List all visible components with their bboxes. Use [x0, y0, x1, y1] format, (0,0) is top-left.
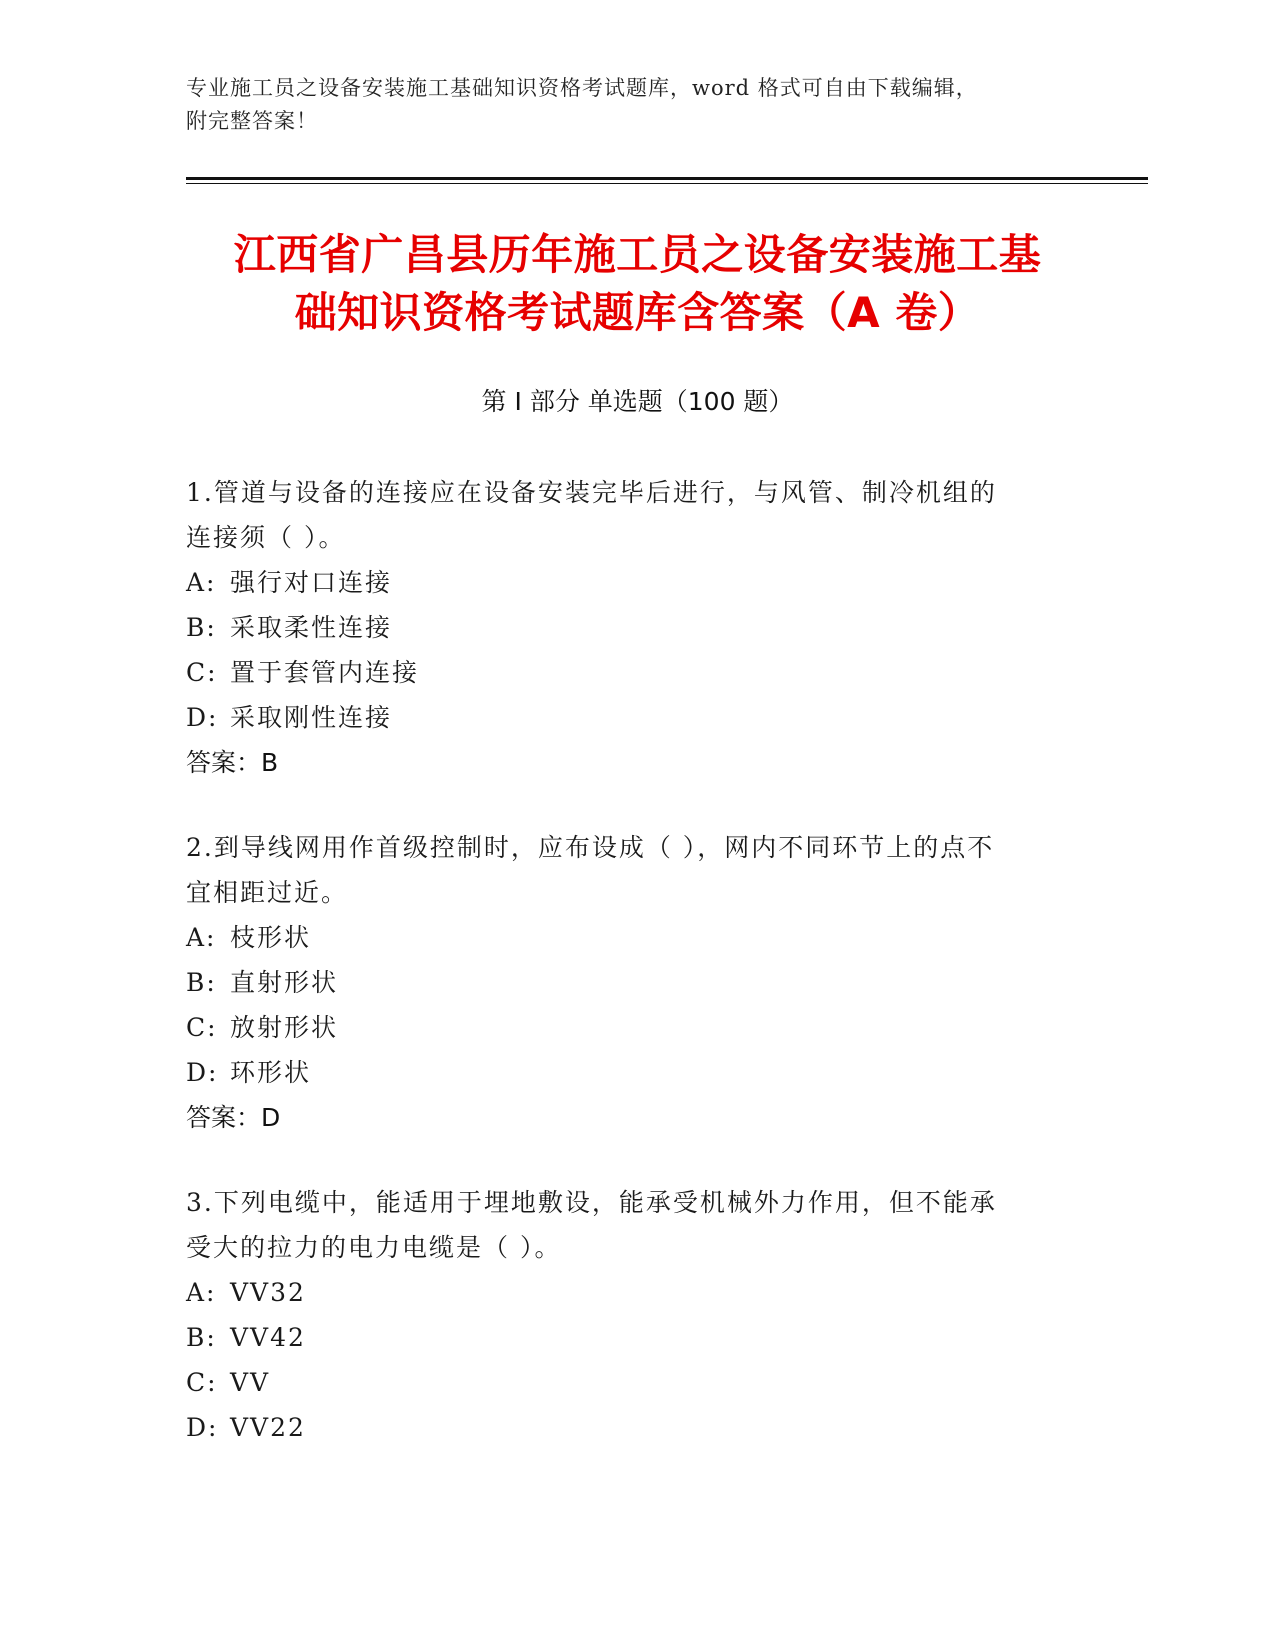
document-title-line1: 江西省广昌县历年施工员之设备安装施工基: [233, 230, 1042, 279]
option-a: [186, 915, 1076, 960]
header-note-line2: 附完整答案！: [186, 109, 318, 133]
option-b: [186, 1315, 1076, 1360]
question-stem-line1: 3.下列电缆中，能适用于埋地敷设，能承受机械外力作用，但不能承: [186, 1188, 997, 1217]
option-letter: D:: [186, 1058, 219, 1087]
question-stem: [186, 825, 1076, 915]
option-text: 强行对口连接: [230, 568, 393, 597]
option-text: 置于套管内连接: [230, 658, 420, 687]
option-text: 直射形状: [230, 968, 339, 997]
option-letter: B:: [186, 968, 217, 997]
option-d: [186, 695, 1076, 740]
option-letter: C:: [186, 1013, 218, 1042]
question-2: [186, 825, 1076, 1140]
option-text: 采取刚性连接: [230, 703, 393, 732]
header-note: [186, 72, 1066, 138]
option-text: VV22: [230, 1413, 306, 1442]
option-text: 采取柔性连接: [230, 613, 393, 642]
option-d: [186, 1050, 1076, 1095]
question-stem: [186, 470, 1076, 560]
option-text: VV42: [230, 1323, 306, 1352]
option-text: 放射形状: [230, 1013, 339, 1042]
option-letter: B:: [186, 1323, 217, 1352]
option-letter: D:: [186, 1413, 219, 1442]
question-stem-line1: 1.管道与设备的连接应在设备安装完毕后进行，与风管、制冷机组的: [186, 478, 997, 507]
section-heading: 第 I 部分 单选题（100 题）: [481, 387, 794, 416]
header-divider-thin: [186, 183, 1148, 184]
option-letter: D:: [186, 703, 219, 732]
answer-label: 答案：D: [186, 1103, 281, 1132]
question-stem: [186, 1180, 1076, 1270]
option-a: [186, 1270, 1076, 1315]
option-text: 环形状: [230, 1058, 312, 1087]
question-stem-line2: 受大的拉力的电力电缆是（ ）。: [186, 1233, 562, 1262]
option-c: [186, 1005, 1076, 1050]
question-stem-line2: 宜相距过近。: [186, 878, 349, 907]
option-c: [186, 1360, 1076, 1405]
option-text: 枝形状: [230, 923, 312, 952]
option-letter: A:: [186, 1278, 217, 1307]
question-stem-line2: 连接须（ ）。: [186, 523, 346, 552]
option-b: [186, 605, 1076, 650]
question-3: [186, 1180, 1076, 1450]
document-title-line2: 础知识资格考试题库含答案（A 卷）: [294, 288, 981, 337]
answer-label: 答案：B: [186, 748, 279, 777]
question-list: [186, 470, 1076, 1490]
option-letter: B:: [186, 613, 217, 642]
option-a: [186, 560, 1076, 605]
option-b: [186, 960, 1076, 1005]
option-letter: C:: [186, 658, 218, 687]
option-text: VV32: [230, 1278, 306, 1307]
option-text: VV: [230, 1368, 271, 1397]
option-letter: C:: [186, 1368, 218, 1397]
header-divider-thick: [186, 177, 1148, 180]
option-letter: A:: [186, 923, 217, 952]
document-title: [160, 226, 1115, 342]
option-c: [186, 650, 1076, 695]
header-note-line1: 专业施工员之设备安装施工基础知识资格考试题库，word 格式可自由下载编辑，: [186, 76, 978, 100]
option-d: [186, 1405, 1076, 1450]
option-letter: A:: [186, 568, 217, 597]
question-stem-line1: 2.到导线网用作首级控制时，应布设成（ ），网内不同环节上的点不: [186, 833, 995, 862]
question-1: [186, 470, 1076, 785]
